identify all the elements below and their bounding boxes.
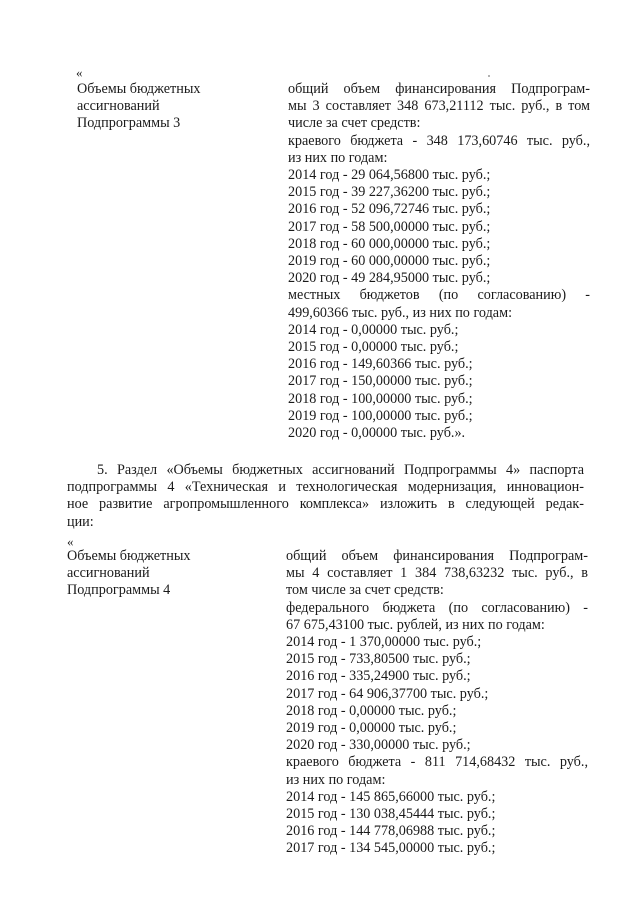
paragraph-line: ции:: [67, 513, 94, 530]
funding-line: 2019 год - 60 000,00000 тыс. руб.;: [288, 253, 491, 270]
funding-line: 2015 год - 0,00000 тыс. руб.;: [288, 339, 459, 356]
funding-line: 2018 год - 0,00000 тыс. руб.;: [286, 702, 457, 719]
funding-line: 2015 год - 130 038,45444 тыс. руб.;: [286, 806, 496, 823]
funding-line: 2015 год - 733,80500 тыс. руб.;: [286, 651, 471, 668]
paragraph-line: ное развитие агропромышленного комплекса» изложить в следующей редак-: [67, 496, 584, 513]
funding-line: 2016 год - 149,60366 тыс. руб.;: [288, 356, 473, 373]
funding-line: 2019 год - 100,00000 тыс. руб.;: [288, 407, 473, 424]
funding-line: 2015 год - 39 227,36200 тыс. руб.;: [288, 184, 491, 201]
funding-line: 2016 год - 335,24900 тыс. руб.;: [286, 668, 471, 685]
funding-line: из них по годам:: [286, 771, 386, 788]
label-line: Объемы бюджетных: [77, 81, 201, 97]
label-line: ассигнований: [77, 98, 160, 115]
budget-details-subprogram-4: [286, 548, 588, 858]
funding-line: краевого бюджета - 811 714,68432 тыс. руб.,: [286, 754, 588, 771]
funding-line: числе за счет средств:: [288, 115, 421, 132]
paragraph-line: подпрограммы 4 «Техническая и технологическая модернизация, инновацион-: [67, 479, 584, 496]
funding-line: 2014 год - 145 865,66000 тыс. руб.;: [286, 788, 496, 805]
funding-line: 2020 год - 330,00000 тыс. руб.;: [286, 737, 471, 754]
funding-line: 2020 год - 0,00000 тыс. руб.».: [288, 425, 466, 442]
funding-line: 2016 год - 144 778,06988 тыс. руб.;: [286, 823, 496, 840]
budget-label-subprogram-3: [77, 81, 267, 133]
label-line: ассигнований: [67, 565, 150, 582]
scan-speck: [488, 75, 490, 77]
label-line: Подпрограммы 3: [77, 115, 181, 132]
funding-line: 2017 год - 58 500,00000 тыс. руб.;: [288, 218, 491, 235]
opening-quote-mark: «: [67, 534, 74, 549]
funding-line: 2017 год - 134 545,00000 тыс. руб.;: [286, 840, 496, 857]
opening-quote-mark: «: [76, 65, 83, 80]
paragraph-line: 5. Раздел «Объемы бюджетных ассигнований Подпрограммы 4» паспорта: [97, 462, 584, 478]
paragraph-5: [67, 462, 584, 531]
funding-line: федерального бюджета (по согласованию) -: [286, 599, 588, 616]
funding-line: 2017 год - 150,00000 тыс. руб.;: [288, 373, 473, 390]
label-line: Объемы бюджетных: [67, 548, 191, 564]
funding-line: 2016 год - 52 096,72746 тыс. руб.;: [288, 201, 491, 218]
funding-line: том числе за счет средств:: [286, 582, 444, 599]
funding-line: из них по годам:: [288, 149, 388, 166]
funding-line: общий объем финансирования Подпрограм-: [288, 81, 590, 97]
funding-line: 2014 год - 29 064,56800 тыс. руб.;: [288, 167, 491, 184]
funding-line: 2020 год - 49 284,95000 тыс. руб.;: [288, 270, 491, 287]
budget-label-subprogram-4: [67, 548, 257, 600]
funding-line: краевого бюджета - 348 173,60746 тыс. руб.,: [288, 132, 590, 149]
funding-line: 2014 год - 0,00000 тыс. руб.;: [288, 321, 459, 338]
funding-line: 2014 год - 1 370,00000 тыс. руб.;: [286, 634, 482, 651]
funding-line: мы 4 составляет 1 384 738,63232 тыс. руб., в: [286, 565, 588, 582]
funding-line: 499,60366 тыс. руб., из них по годам:: [288, 304, 513, 321]
funding-line: 2017 год - 64 906,37700 тыс. руб.;: [286, 685, 489, 702]
funding-line: общий объем финансирования Подпрограм-: [286, 548, 588, 564]
funding-line: местных бюджетов (по согласованию) -: [288, 287, 590, 304]
funding-line: 2018 год - 60 000,00000 тыс. руб.;: [288, 235, 491, 252]
funding-line: 2019 год - 0,00000 тыс. руб.;: [286, 720, 457, 737]
funding-line: 2018 год - 100,00000 тыс. руб.;: [288, 390, 473, 407]
funding-line: мы 3 составляет 348 673,21112 тыс. руб., в том: [288, 98, 590, 115]
budget-details-subprogram-3: [288, 81, 590, 442]
label-line: Подпрограммы 4: [67, 582, 171, 599]
funding-line: 67 675,43100 тыс. рублей, из них по годам:: [286, 616, 545, 633]
